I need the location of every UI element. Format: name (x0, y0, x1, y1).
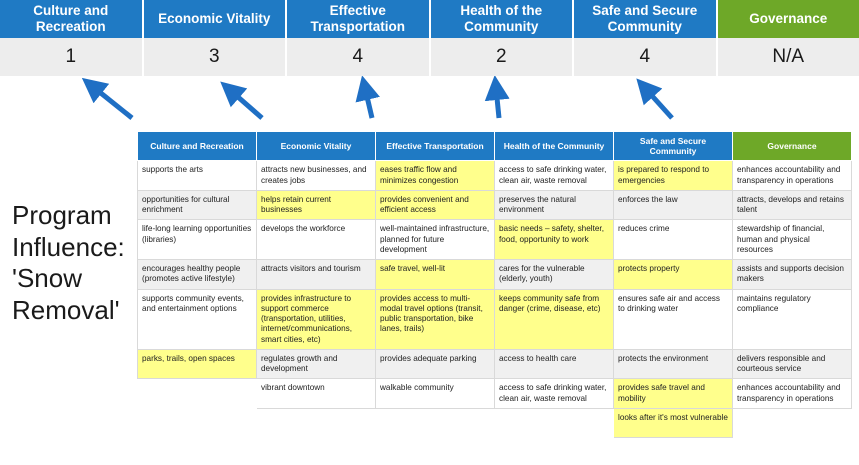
score-health-of-the-community: 2 (431, 38, 575, 76)
matrix-cell: vibrant downtown (257, 379, 376, 409)
matrix-cell (495, 408, 614, 437)
matrix-cell: safe travel, well-lit (376, 260, 495, 290)
matrix-cell: well-maintained infrastructure, planned for future development (376, 220, 495, 260)
matrix-cell: cares for the vulnerable (elderly, youth) (495, 260, 614, 290)
header-cell-effective-transportation: Effective Transportation (287, 0, 431, 38)
matrix-cell (138, 379, 257, 409)
matrix-cell: protects the environment (614, 349, 733, 379)
table-row (138, 349, 852, 379)
matrix-cell: enhances accountability and transparency in operations (733, 379, 852, 409)
upward-arrow-icon-5 (645, 88, 672, 118)
score-economic-vitality: 3 (144, 38, 288, 76)
header-cell-culture-and-recreation: Culture and Recreation (0, 0, 144, 38)
upward-arrow-icon-3 (365, 88, 372, 118)
matrix-cell: supports the arts (138, 161, 257, 191)
matrix-cell: opportunities for cultural enrichment (138, 190, 257, 220)
matrix-cell: life-long learning opportunities (libraries) (138, 220, 257, 260)
score-culture-and-recreation: 1 (0, 38, 144, 76)
matrix-cell: access to safe drinking water, clean air, waste removal (495, 161, 614, 191)
table-row (138, 190, 852, 220)
matrix-header-governance: Governance (733, 132, 852, 161)
program-influence-caption: Program Influence: 'Snow Removal' (12, 200, 125, 326)
header-cell-economic-vitality: Economic Vitality (144, 0, 288, 38)
score-safe-and-secure-community: 4 (574, 38, 718, 76)
matrix-cell: enhances accountability and transparency in operations (733, 161, 852, 191)
score-effective-transportation: 4 (287, 38, 431, 76)
matrix-cell: is prepared to respond to emergencies (614, 161, 733, 191)
matrix-cell: maintains regulatory compliance (733, 289, 852, 349)
score-band (0, 38, 859, 76)
matrix-cell (257, 408, 376, 437)
matrix-header-row (138, 132, 852, 161)
matrix-header-safe-and-secure-community: Safe and Secure Community (614, 132, 733, 161)
matrix-header-health-of-the-community: Health of the Community (495, 132, 614, 161)
matrix-cell: provides safe travel and mobility (614, 379, 733, 409)
matrix-cell: eases traffic flow and minimizes congestion (376, 161, 495, 191)
matrix-cell: reduces crime (614, 220, 733, 260)
header-cell-safe-and-secure-community: Safe and Secure Community (574, 0, 718, 38)
matrix-cell (138, 408, 257, 437)
matrix-cell: access to safe drinking water, clean air, waste removal (495, 379, 614, 409)
matrix-cell: helps retain current businesses (257, 190, 376, 220)
matrix-cell: develops the workforce (257, 220, 376, 260)
upward-arrow-icon-1 (92, 86, 132, 118)
matrix-cell: stewardship of financial, human and physical resources (733, 220, 852, 260)
matrix-cell: attracts, develops and retains talent (733, 190, 852, 220)
matrix-cell: assists and supports decision makers (733, 260, 852, 290)
matrix-cell: encourages healthy people (promotes active lifestyle) (138, 260, 257, 290)
criteria-header-band (0, 0, 859, 38)
header-cell-governance: Governance (718, 0, 859, 38)
matrix-cell: ensures safe air and access to drinking water (614, 289, 733, 349)
matrix-cell: provides convenient and efficient access (376, 190, 495, 220)
upward-arrow-icon-2 (230, 90, 262, 118)
matrix-header-economic-vitality: Economic Vitality (257, 132, 376, 161)
matrix-cell: basic needs – safety, shelter, food, opportunity to work (495, 220, 614, 260)
matrix-cell: regulates growth and development (257, 349, 376, 379)
matrix-cell: delivers responsible and courteous service (733, 349, 852, 379)
matrix-cell: access to health care (495, 349, 614, 379)
matrix-cell: protects property (614, 260, 733, 290)
matrix-cell: walkable community (376, 379, 495, 409)
matrix-cell (376, 408, 495, 437)
table-row (138, 379, 852, 409)
matrix-cell: parks, trails, open spaces (138, 349, 257, 379)
header-cell-health-of-the-community: Health of the Community (431, 0, 575, 38)
score-governance: N/A (772, 46, 805, 67)
matrix-cell: provides infrastructure to support commerce (transportation, utilities, internet/communications, smart cities, etc) (257, 289, 376, 349)
matrix-cell: attracts visitors and tourism (257, 260, 376, 290)
matrix-header-effective-transportation: Effective Transportation (376, 132, 495, 161)
matrix-cell: enforces the law (614, 190, 733, 220)
matrix-cell: provides adequate parking (376, 349, 495, 379)
matrix-cell: supports community events, and entertainment options (138, 289, 257, 349)
matrix-cell (733, 408, 852, 437)
upward-arrow-icon-4 (496, 88, 499, 118)
table-row (138, 260, 852, 290)
table-row (138, 289, 852, 349)
matrix-cell: looks after it's most vulnerable (614, 408, 733, 437)
table-row (138, 161, 852, 191)
matrix-cell: keeps community safe from danger (crime, disease, etc) (495, 289, 614, 349)
arrow-group (0, 76, 859, 132)
matrix-cell: provides access to multi-modal travel options (transit, public transportation, bike lanes, trails) (376, 289, 495, 349)
criteria-matrix-table (137, 131, 852, 438)
matrix-cell: attracts new businesses, and creates jobs (257, 161, 376, 191)
table-row (138, 408, 852, 437)
matrix-header-culture-and-recreation: Culture and Recreation (138, 132, 257, 161)
matrix-cell: preserves the natural environment (495, 190, 614, 220)
table-row (138, 220, 852, 260)
